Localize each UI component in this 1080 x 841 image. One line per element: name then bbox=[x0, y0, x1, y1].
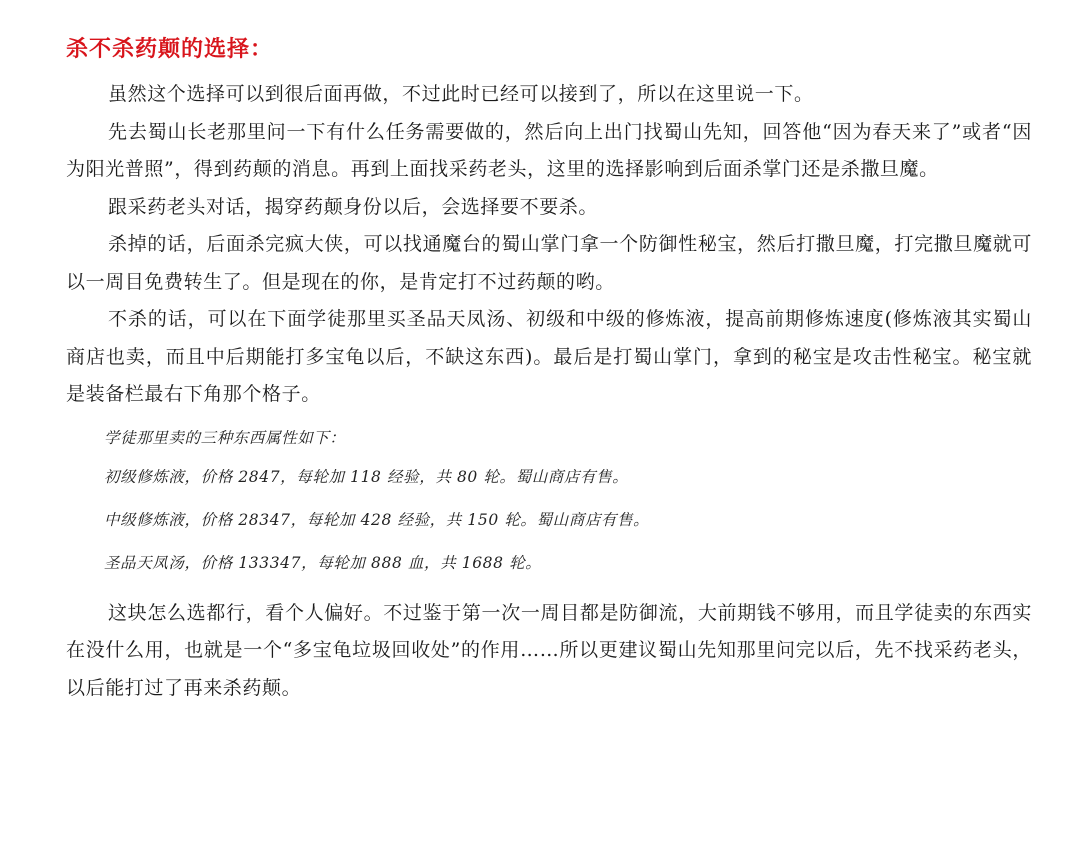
paragraph-kill-option: 杀掉的话，后面杀完疯大侠，可以找通魔台的蜀山掌门拿一个防御性秘宝，然后打撒旦魔，打完撒旦魔就可以一周目免费转生了。但是现在的你，是肯定打不过药颠的哟。 bbox=[66, 233, 1032, 293]
item-properties-list bbox=[66, 420, 1032, 585]
paragraph-quest-steps: 先去蜀山长老那里问一下有什么任务需要做的，然后向上出门找蜀山先知，回答他“因为春天来了”或者“因为阳光普照”，得到药颠的消息。再到上面找采药老头，这里的选择影响到后面杀掌门还是杀撒旦魔。 bbox=[66, 120, 1032, 180]
item-property-phoenix-soup: 圣品天凤汤，价格 133347，每轮加 888 血，共 1688 轮。 bbox=[104, 553, 542, 572]
paragraph-spare-option: 不杀的话，可以在下面学徒那里买圣品天凤汤、初级和中级的修炼液，提高前期修炼速度(修炼液其实蜀山商店也卖，而且中后期能打多宝龟以后，不缺这东西)。最后是打蜀山掌门，拿到的秘宝是攻击性秘宝。秘宝就是装备栏最右下角那个格子。 bbox=[66, 308, 1032, 405]
section-title: 杀不杀药颠的选择： bbox=[66, 37, 274, 62]
item-property-basic-elixir: 初级修炼液，价格 2847，每轮加 118 经验，共 80 轮。蜀山商店有售。 bbox=[104, 467, 629, 486]
item-property-intermediate-elixir: 中级修炼液，价格 28347，每轮加 428 经验，共 150 轮。蜀山商店有售。 bbox=[104, 510, 650, 529]
paragraph-intro: 虽然这个选择可以到很后面再做，不过此时已经可以接到了，所以在这里说一下。 bbox=[108, 83, 814, 105]
item-properties-heading: 学徒那里卖的三种东西属性如下： bbox=[104, 428, 346, 447]
paragraph-choice: 跟采药老头对话，揭穿药颠身份以后，会选择要不要杀。 bbox=[108, 195, 599, 218]
paragraph-conclusion: 这块怎么选都行，看个人偏好。不过鉴于第一次一周目都是防御流，大前期钱不够用，而且学徒卖的东西实在没什么用，也就是一个“多宝龟垃圾回收处”的作用……所以更建议蜀山先知那里问完以后，先不找采药老头，以后能打过了再来杀药颠。 bbox=[66, 601, 1032, 699]
